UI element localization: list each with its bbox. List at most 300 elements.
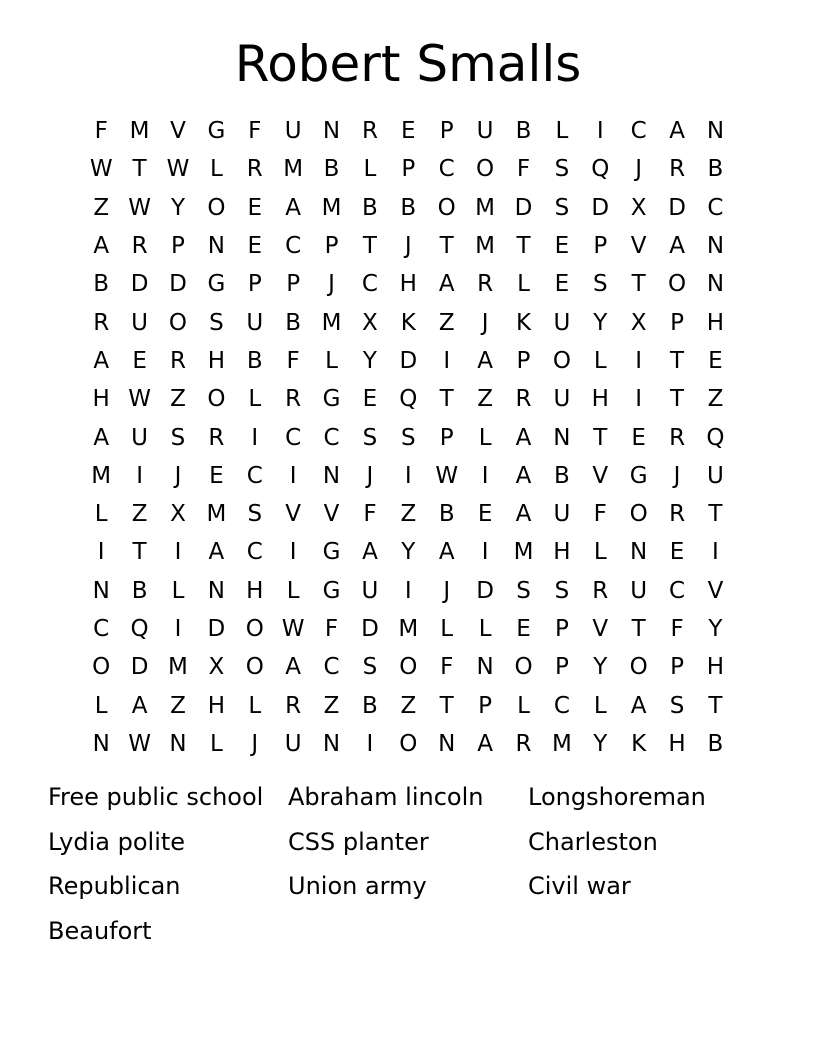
grid-letter[interactable]: F: [516, 156, 531, 183]
grid-letter[interactable]: E: [669, 539, 685, 566]
grid-letter[interactable]: D: [361, 616, 379, 642]
grid-letter[interactable]: L: [555, 118, 569, 145]
grid-letter[interactable]: N: [92, 577, 110, 604]
grid-letter[interactable]: G: [322, 539, 341, 566]
grid-letter[interactable]: Z: [93, 194, 110, 221]
grid-letter[interactable]: Y: [593, 730, 608, 757]
grid-letter[interactable]: D: [207, 616, 226, 642]
grid-letter[interactable]: M: [129, 118, 150, 145]
letter-grid[interactable]: [82, 112, 735, 763]
grid-letter[interactable]: C: [669, 577, 686, 604]
grid-letter[interactable]: K: [515, 309, 532, 336]
grid-letter[interactable]: N: [207, 233, 225, 260]
grid-letter[interactable]: U: [553, 501, 571, 528]
grid-letter[interactable]: V: [630, 233, 647, 260]
grid-letter[interactable]: C: [553, 692, 570, 719]
grid-letter[interactable]: B: [93, 271, 110, 298]
grid-letter[interactable]: I: [174, 616, 182, 642]
grid-letter[interactable]: T: [631, 616, 646, 642]
grid-letter[interactable]: Y: [170, 194, 185, 221]
grid-letter[interactable]: V: [592, 616, 609, 642]
grid-letter[interactable]: I: [289, 539, 297, 566]
grid-letter[interactable]: L: [94, 692, 108, 719]
grid-letter[interactable]: L: [517, 271, 530, 298]
grid-letter[interactable]: N: [207, 577, 225, 604]
grid-letter[interactable]: Z: [400, 692, 417, 719]
grid-letter[interactable]: O: [552, 347, 571, 374]
grid-letter[interactable]: S: [209, 309, 224, 336]
grid-letter[interactable]: G: [207, 271, 226, 298]
grid-letter[interactable]: O: [629, 501, 648, 528]
grid-letter[interactable]: F: [286, 347, 300, 374]
grid-letter[interactable]: J: [174, 462, 182, 489]
grid-letter[interactable]: U: [553, 386, 571, 413]
grid-letter[interactable]: W: [128, 386, 151, 413]
grid-letter[interactable]: U: [476, 118, 494, 145]
grid-letter[interactable]: N: [706, 118, 725, 145]
grid-letter[interactable]: F: [670, 616, 684, 642]
grid-letter[interactable]: I: [712, 539, 719, 566]
grid-letter[interactable]: I: [136, 462, 143, 489]
grid-letter[interactable]: I: [289, 462, 297, 489]
grid-letter[interactable]: N: [706, 271, 725, 298]
grid-letter[interactable]: S: [362, 654, 378, 681]
grid-letter[interactable]: W: [128, 730, 151, 757]
grid-letter[interactable]: O: [245, 654, 264, 681]
grid-letter[interactable]: W: [89, 156, 113, 183]
grid-letter[interactable]: L: [94, 501, 108, 528]
grid-letter[interactable]: J: [366, 462, 374, 489]
word-list-item: Republican: [48, 872, 181, 901]
grid-letter[interactable]: I: [596, 118, 604, 145]
grid-letter[interactable]: V: [323, 501, 340, 528]
grid-letter[interactable]: B: [246, 347, 263, 374]
grid-letter[interactable]: A: [477, 347, 493, 374]
grid-row: [82, 572, 735, 610]
grid-letter[interactable]: O: [629, 654, 648, 681]
grid-letter[interactable]: L: [593, 347, 607, 374]
grid-letter[interactable]: T: [670, 386, 685, 413]
grid-letter[interactable]: L: [209, 156, 223, 183]
grid-letter[interactable]: P: [247, 271, 262, 298]
grid-letter[interactable]: T: [132, 156, 147, 183]
grid-letter[interactable]: S: [554, 194, 570, 221]
grid-letter[interactable]: B: [362, 692, 378, 719]
grid-letter[interactable]: P: [324, 233, 339, 260]
grid-letter[interactable]: V: [285, 501, 302, 528]
grid-letter[interactable]: R: [285, 692, 302, 719]
grid-letter[interactable]: J: [635, 156, 643, 183]
grid-letter[interactable]: T: [708, 501, 723, 528]
grid-letter[interactable]: X: [362, 309, 378, 336]
grid-letter[interactable]: A: [438, 271, 455, 298]
grid-letter[interactable]: N: [476, 654, 494, 681]
grid-letter[interactable]: M: [398, 616, 419, 642]
grid-letter[interactable]: R: [169, 347, 186, 374]
grid-letter[interactable]: E: [132, 347, 147, 374]
grid-letter[interactable]: M: [513, 539, 534, 566]
grid-letter[interactable]: N: [630, 539, 648, 566]
grid-letter[interactable]: G: [629, 462, 648, 489]
grid-letter[interactable]: J: [481, 309, 489, 336]
grid-letter[interactable]: M: [91, 462, 112, 489]
grid-letter[interactable]: I: [481, 539, 489, 566]
grid-letter[interactable]: R: [361, 118, 378, 145]
grid-letter[interactable]: A: [515, 424, 532, 451]
grid-letter[interactable]: N: [553, 424, 571, 451]
grid-letter[interactable]: S: [247, 501, 263, 528]
grid-letter[interactable]: H: [591, 386, 609, 413]
grid-letter[interactable]: C: [323, 654, 340, 681]
grid-letter[interactable]: A: [669, 118, 685, 145]
grid-letter[interactable]: T: [593, 424, 608, 451]
grid-letter[interactable]: V: [592, 462, 609, 489]
grid-letter[interactable]: R: [515, 730, 532, 757]
grid-letter[interactable]: D: [169, 271, 187, 298]
grid-letter[interactable]: I: [481, 462, 489, 489]
grid-letter[interactable]: S: [362, 424, 378, 451]
grid-letter[interactable]: H: [706, 309, 725, 336]
grid-letter[interactable]: K: [631, 730, 647, 757]
grid-letter[interactable]: R: [669, 156, 686, 183]
grid-letter[interactable]: V: [170, 118, 186, 145]
grid-letter[interactable]: D: [476, 577, 494, 604]
grid-letter[interactable]: A: [630, 692, 647, 719]
grid-letter[interactable]: P: [554, 616, 569, 642]
grid-letter[interactable]: L: [478, 616, 492, 642]
grid-letter[interactable]: N: [322, 730, 341, 757]
grid-letter[interactable]: N: [92, 730, 110, 757]
grid-letter[interactable]: A: [669, 233, 685, 260]
grid-letter[interactable]: W: [435, 462, 459, 489]
grid-letter[interactable]: C: [246, 539, 263, 566]
grid-letter[interactable]: M: [551, 730, 572, 757]
grid-letter[interactable]: E: [247, 194, 263, 221]
grid-letter[interactable]: U: [553, 309, 571, 336]
grid-letter[interactable]: O: [168, 309, 188, 336]
grid-letter[interactable]: E: [209, 462, 224, 489]
grid-letter[interactable]: E: [554, 233, 570, 260]
grid-letter[interactable]: A: [93, 424, 110, 451]
grid-letter[interactable]: U: [131, 424, 148, 451]
grid-letter[interactable]: M: [283, 156, 304, 183]
grid-letter[interactable]: I: [366, 730, 374, 757]
word-list-item: Union army: [288, 872, 427, 901]
grid-letter[interactable]: O: [437, 194, 456, 221]
grid-letter[interactable]: F: [324, 616, 339, 642]
grid-letter[interactable]: O: [207, 386, 226, 413]
grid-letter[interactable]: I: [251, 424, 259, 451]
grid-letter[interactable]: E: [516, 616, 531, 642]
grid-letter[interactable]: L: [286, 577, 300, 604]
grid-letter[interactable]: Q: [399, 386, 418, 413]
grid-letter[interactable]: J: [328, 271, 335, 298]
grid-letter[interactable]: B: [515, 118, 532, 145]
grid-letter[interactable]: R: [93, 309, 110, 336]
word-list-item: Free public school: [48, 783, 264, 811]
grid-letter[interactable]: Y: [593, 654, 608, 681]
grid-letter[interactable]: L: [593, 539, 607, 566]
grid-letter[interactable]: D: [514, 194, 533, 221]
grid-letter[interactable]: B: [362, 194, 378, 221]
grid-letter[interactable]: A: [208, 539, 225, 566]
grid-letter[interactable]: P: [554, 654, 569, 681]
grid-letter[interactable]: U: [630, 577, 648, 604]
grid-letter[interactable]: J: [251, 730, 259, 757]
grid-letter[interactable]: F: [440, 654, 454, 681]
grid-letter[interactable]: R: [131, 233, 148, 260]
grid-letter[interactable]: B: [553, 462, 570, 489]
grid-letter[interactable]: M: [206, 501, 227, 528]
grid-letter[interactable]: A: [362, 539, 378, 566]
grid-letter[interactable]: Y: [401, 539, 416, 566]
grid-letter[interactable]: T: [670, 347, 685, 374]
grid-letter[interactable]: G: [322, 577, 341, 604]
grid-letter[interactable]: L: [517, 692, 530, 719]
grid-letter[interactable]: M: [475, 233, 496, 260]
grid-letter[interactable]: J: [673, 462, 681, 489]
grid-letter[interactable]: P: [478, 692, 493, 719]
grid-letter[interactable]: C: [361, 271, 378, 298]
grid-letter[interactable]: C: [285, 424, 302, 451]
grid-letter[interactable]: C: [630, 118, 647, 145]
grid-letter[interactable]: S: [401, 424, 416, 451]
grid-letter[interactable]: L: [363, 156, 377, 183]
grid-letter[interactable]: O: [399, 654, 418, 681]
grid-letter[interactable]: B: [323, 156, 340, 183]
word-list-item: Lydia polite: [48, 827, 186, 856]
grid-letter[interactable]: K: [400, 309, 416, 336]
grid-letter[interactable]: Z: [323, 692, 340, 719]
grid-letter[interactable]: H: [207, 347, 226, 374]
grid-letter[interactable]: T: [439, 692, 454, 719]
grid-letter[interactable]: M: [321, 194, 342, 221]
grid-letter[interactable]: Q: [130, 616, 149, 642]
grid-letter[interactable]: B: [707, 156, 724, 183]
grid-letter[interactable]: C: [323, 424, 340, 451]
grid-letter[interactable]: H: [207, 692, 226, 719]
grid-letter[interactable]: I: [635, 347, 643, 374]
grid-letter[interactable]: N: [706, 233, 725, 260]
grid-letter[interactable]: C: [93, 616, 110, 642]
grid-letter[interactable]: U: [131, 309, 148, 336]
grid-letter[interactable]: D: [399, 347, 418, 374]
grid-letter[interactable]: A: [285, 654, 302, 681]
grid-letter[interactable]: A: [93, 347, 110, 374]
grid-row: [82, 610, 735, 648]
grid-row: [82, 495, 735, 533]
grid-letter[interactable]: D: [130, 271, 149, 298]
grid-letter[interactable]: L: [248, 386, 262, 413]
grid-letter[interactable]: S: [516, 577, 531, 604]
grid-letter[interactable]: P: [171, 233, 185, 260]
grid-letter[interactable]: X: [630, 194, 647, 221]
grid-letter[interactable]: H: [553, 539, 571, 566]
grid-letter[interactable]: L: [171, 577, 185, 604]
grid-letter[interactable]: B: [707, 730, 724, 757]
grid-letter[interactable]: L: [440, 616, 454, 642]
grid-letter[interactable]: A: [93, 233, 110, 260]
grid-letter[interactable]: C: [438, 156, 455, 183]
grid-letter[interactable]: V: [707, 577, 724, 604]
grid-letter[interactable]: H: [92, 386, 110, 413]
grid-letter[interactable]: D: [591, 194, 610, 221]
grid-letter[interactable]: G: [207, 118, 226, 145]
grid-letter[interactable]: B: [400, 194, 417, 221]
grid-letter[interactable]: J: [404, 233, 412, 260]
grid-letter[interactable]: E: [477, 501, 493, 528]
grid-row: [82, 303, 735, 341]
grid-letter[interactable]: P: [401, 156, 416, 183]
grid-letter[interactable]: M: [168, 654, 188, 681]
grid-letter[interactable]: P: [670, 309, 684, 336]
grid-letter[interactable]: T: [439, 233, 454, 260]
grid-letter[interactable]: Z: [438, 309, 455, 336]
grid-letter[interactable]: Z: [170, 386, 186, 413]
grid-letter[interactable]: I: [635, 386, 643, 413]
grid-letter[interactable]: A: [515, 462, 532, 489]
grid-letter[interactable]: P: [439, 424, 454, 451]
grid-letter[interactable]: E: [401, 118, 416, 145]
grid-letter[interactable]: U: [707, 462, 724, 489]
grid-letter[interactable]: W: [281, 616, 305, 642]
grid-letter[interactable]: A: [131, 692, 148, 719]
grid-letter[interactable]: S: [554, 577, 570, 604]
grid-letter[interactable]: O: [92, 654, 111, 681]
grid-letter[interactable]: P: [516, 347, 531, 374]
grid-letter[interactable]: C: [285, 233, 302, 260]
grid-letter[interactable]: M: [475, 194, 496, 221]
grid-letter[interactable]: Y: [593, 309, 608, 336]
grid-letter[interactable]: L: [593, 692, 607, 719]
grid-letter[interactable]: Z: [400, 501, 417, 528]
grid-letter[interactable]: S: [592, 271, 608, 298]
grid-letter[interactable]: O: [668, 271, 687, 298]
grid-letter[interactable]: T: [132, 539, 147, 566]
grid-letter[interactable]: P: [593, 233, 608, 260]
grid-letter[interactable]: E: [631, 424, 646, 451]
grid-letter[interactable]: O: [399, 730, 418, 757]
grid-letter[interactable]: H: [706, 654, 725, 681]
grid-letter[interactable]: I: [174, 539, 182, 566]
grid-letter[interactable]: O: [514, 654, 533, 681]
grid-letter[interactable]: R: [285, 386, 302, 413]
grid-letter[interactable]: I: [97, 539, 105, 566]
grid-letter[interactable]: R: [246, 156, 263, 183]
grid-letter[interactable]: R: [477, 271, 494, 298]
grid-letter[interactable]: B: [285, 309, 302, 336]
grid-letter[interactable]: B: [438, 501, 455, 528]
grid-letter[interactable]: F: [593, 501, 607, 528]
grid-letter[interactable]: R: [592, 577, 609, 604]
grid-letter[interactable]: Z: [477, 386, 493, 413]
grid-letter[interactable]: C: [707, 194, 724, 221]
grid-letter[interactable]: O: [245, 616, 264, 642]
word-list-item: Civil war: [528, 872, 631, 901]
grid-letter[interactable]: R: [515, 386, 532, 413]
grid-letter[interactable]: L: [248, 692, 262, 719]
grid-letter[interactable]: J: [443, 577, 451, 604]
grid-letter[interactable]: Z: [170, 692, 186, 719]
grid-letter[interactable]: S: [170, 424, 186, 451]
grid-letter[interactable]: T: [439, 386, 454, 413]
grid-letter[interactable]: F: [363, 501, 377, 528]
grid-letter[interactable]: X: [208, 654, 225, 681]
grid-letter[interactable]: U: [361, 577, 379, 604]
grid-letter[interactable]: L: [325, 347, 338, 374]
grid-letter[interactable]: R: [208, 424, 225, 451]
grid-letter[interactable]: I: [443, 347, 451, 374]
grid-letter[interactable]: C: [246, 462, 263, 489]
grid-letter[interactable]: R: [669, 501, 686, 528]
grid-letter[interactable]: S: [554, 156, 570, 183]
grid-letter[interactable]: P: [670, 654, 684, 681]
grid-letter[interactable]: S: [669, 692, 685, 719]
grid-row: [82, 686, 735, 724]
grid-letter[interactable]: A: [438, 539, 455, 566]
grid-letter[interactable]: Q: [706, 424, 725, 451]
grid-letter[interactable]: N: [438, 730, 456, 757]
grid-letter[interactable]: I: [404, 462, 412, 489]
grid-letter[interactable]: W: [166, 156, 190, 183]
grid-letter[interactable]: F: [248, 118, 262, 145]
grid-letter[interactable]: I: [404, 577, 412, 604]
grid-letter[interactable]: R: [669, 424, 686, 451]
grid-letter[interactable]: H: [399, 271, 417, 298]
grid-letter[interactable]: L: [478, 424, 492, 451]
grid-letter[interactable]: X: [170, 501, 186, 528]
grid-letter[interactable]: N: [322, 118, 341, 145]
grid-letter[interactable]: T: [708, 692, 723, 719]
grid-letter[interactable]: D: [130, 654, 149, 681]
grid-letter[interactable]: D: [668, 194, 686, 221]
grid-letter[interactable]: O: [207, 194, 226, 221]
grid-letter[interactable]: Z: [131, 501, 148, 528]
grid-letter[interactable]: P: [286, 271, 301, 298]
grid-letter[interactable]: X: [630, 309, 647, 336]
grid-letter[interactable]: O: [476, 156, 495, 183]
grid-letter[interactable]: P: [439, 118, 454, 145]
grid-letter[interactable]: H: [246, 577, 264, 604]
grid-letter[interactable]: E: [247, 233, 263, 260]
grid-letter[interactable]: Y: [708, 616, 723, 642]
grid-letter[interactable]: F: [94, 118, 108, 145]
grid-letter[interactable]: H: [668, 730, 686, 757]
grid-letter[interactable]: E: [362, 386, 378, 413]
grid-letter[interactable]: E: [554, 271, 570, 298]
grid-letter[interactable]: N: [322, 462, 341, 489]
grid-letter[interactable]: T: [362, 233, 377, 260]
grid-letter[interactable]: N: [169, 730, 187, 757]
grid-letter[interactable]: A: [285, 194, 302, 221]
grid-letter[interactable]: T: [516, 233, 531, 260]
grid-letter[interactable]: U: [246, 309, 264, 336]
grid-letter[interactable]: Z: [707, 386, 724, 413]
grid-letter[interactable]: U: [284, 730, 302, 757]
grid-letter[interactable]: U: [284, 118, 302, 145]
grid-letter[interactable]: Y: [362, 347, 377, 374]
grid-letter[interactable]: B: [131, 577, 148, 604]
grid-letter[interactable]: M: [321, 309, 342, 336]
grid-letter[interactable]: T: [631, 271, 646, 298]
grid-letter[interactable]: G: [322, 386, 341, 413]
grid-letter[interactable]: A: [477, 730, 493, 757]
grid-letter[interactable]: W: [128, 194, 151, 221]
grid-letter[interactable]: Q: [591, 156, 610, 183]
grid-letter[interactable]: L: [209, 730, 223, 757]
grid-letter[interactable]: A: [515, 501, 532, 528]
grid-letter[interactable]: E: [708, 347, 723, 374]
